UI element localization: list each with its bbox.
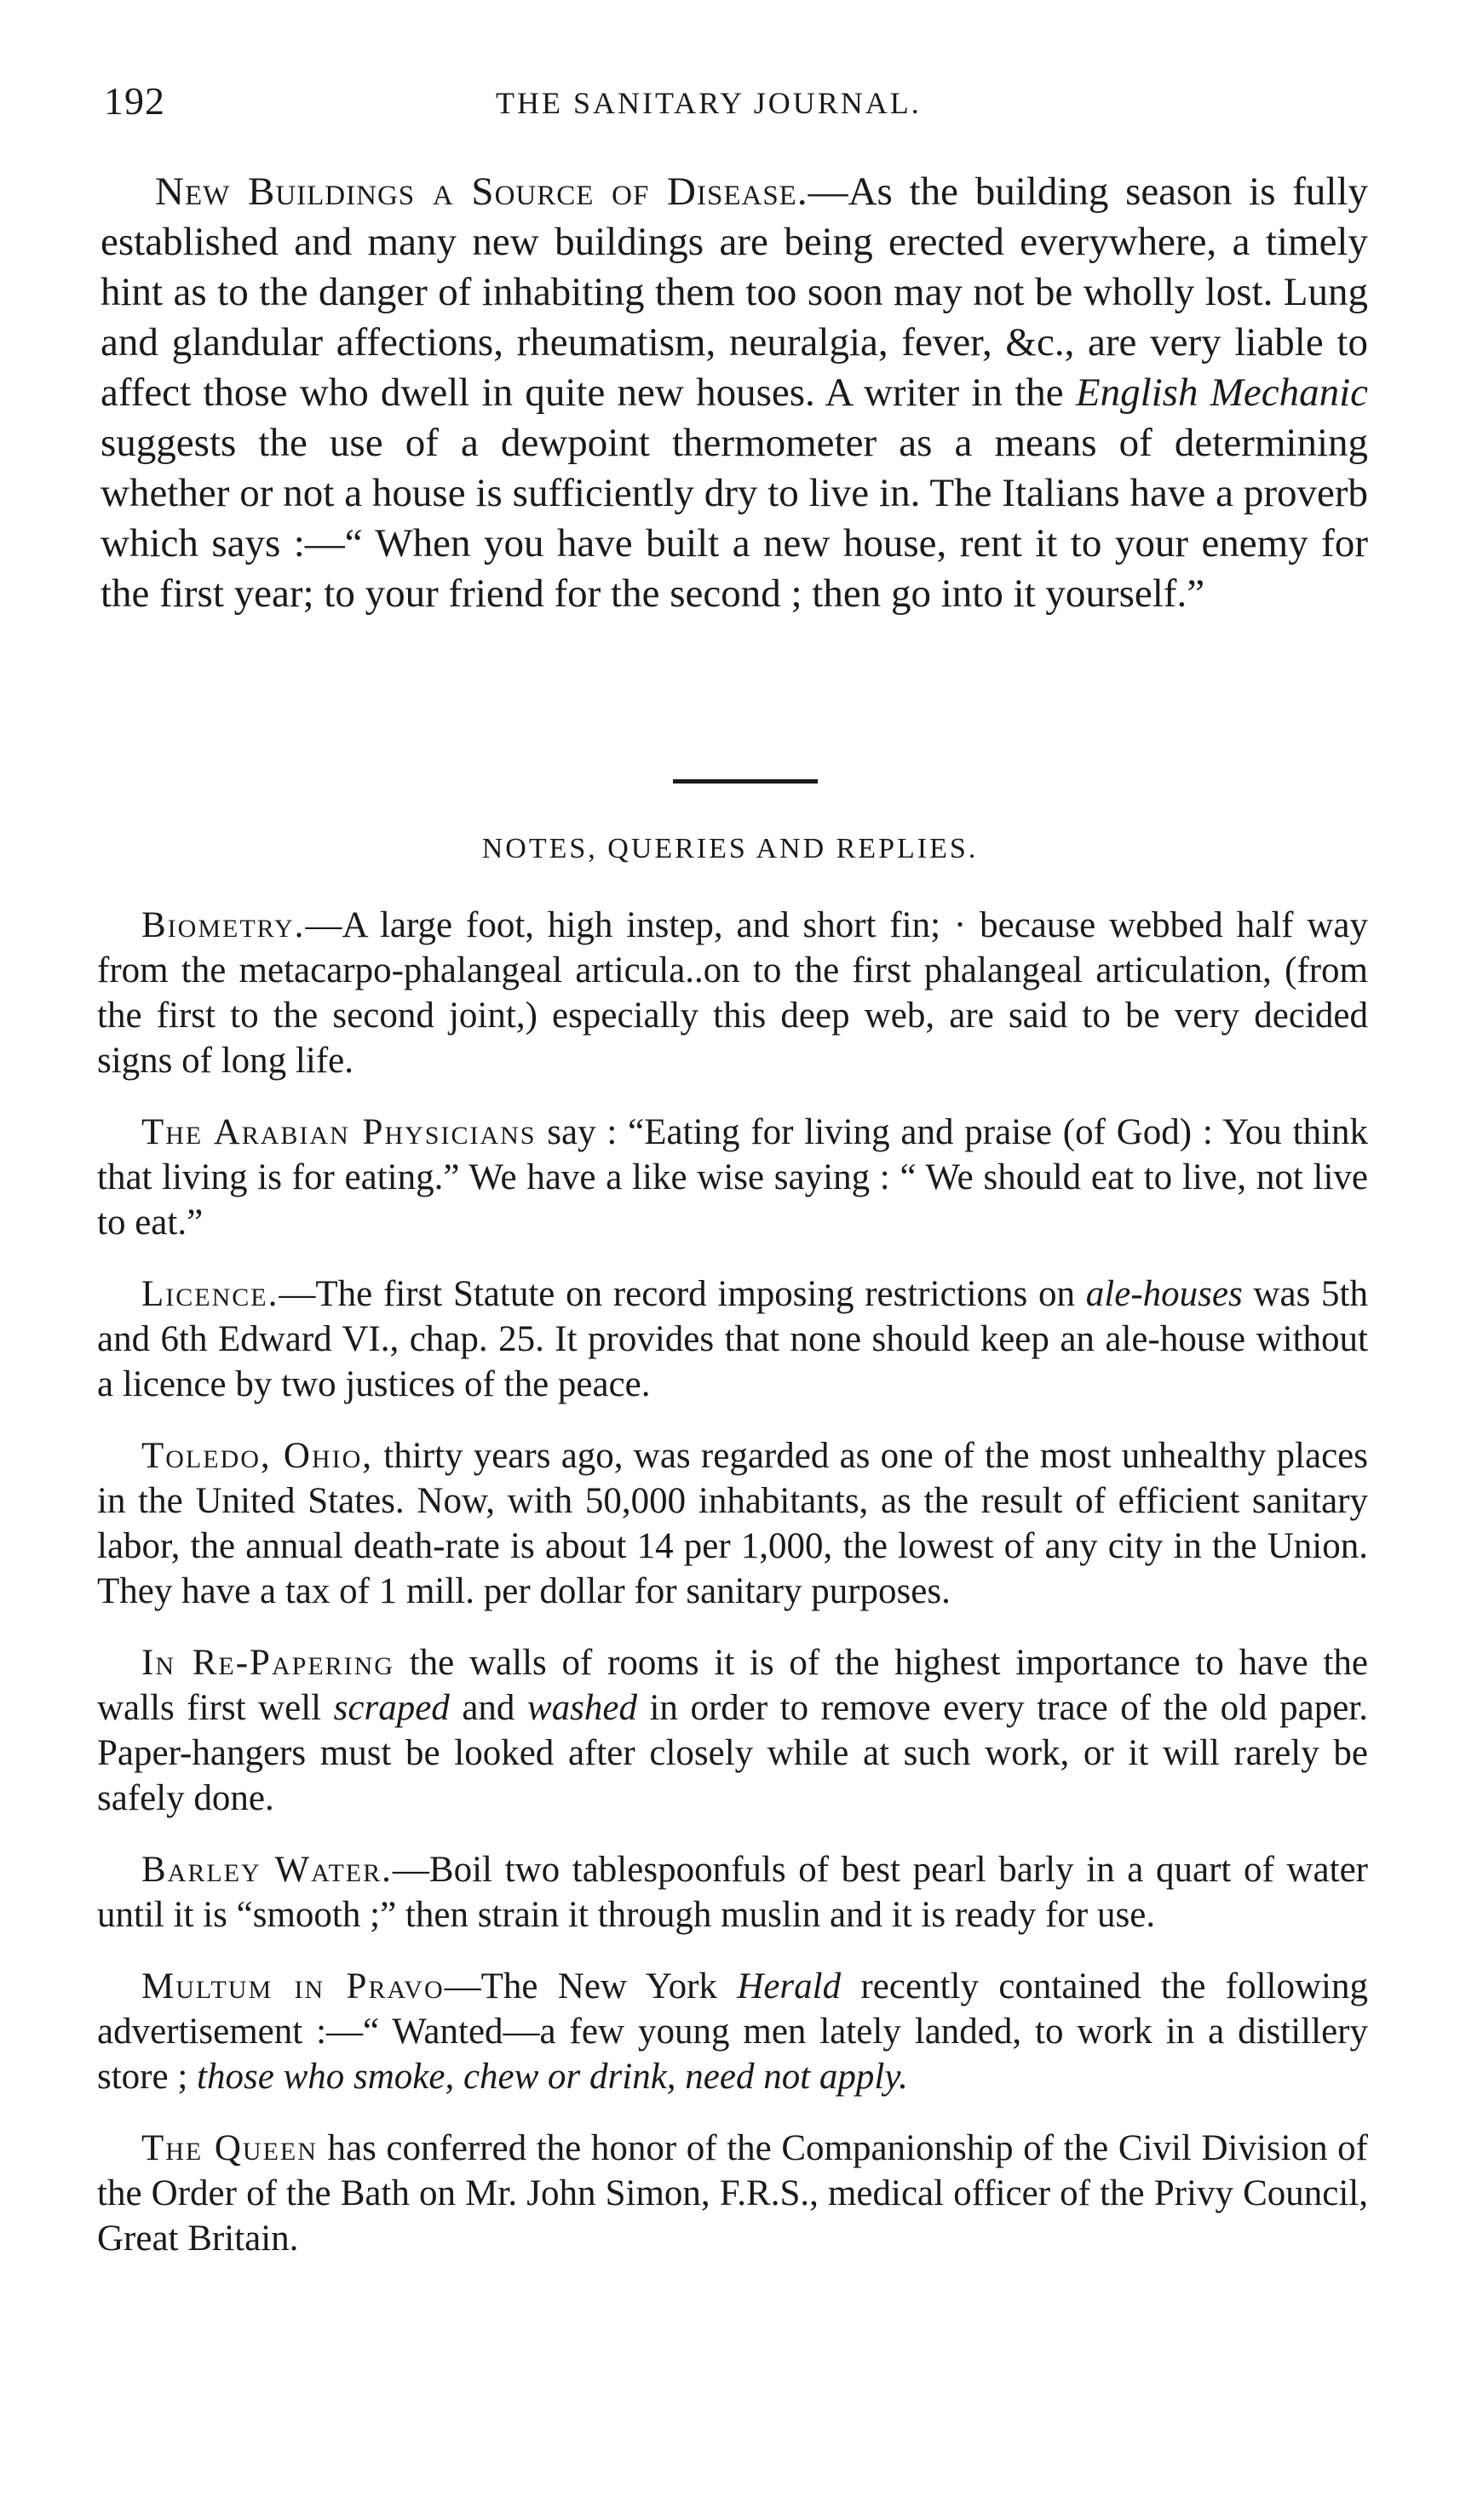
- section-heading: NOTES, QUERIES AND REPLIES.: [481, 833, 979, 864]
- note-text: was 5th and 6th Edward VI., chap. 25. It provides that none should keep an ale-house without a licence by two justices of the peace.: [97, 1274, 1368, 1404]
- note-text: —The New York: [444, 1966, 738, 2006]
- note-text: the walls of rooms it is of the highest importance to have the walls first well: [97, 1643, 1368, 1728]
- note-paragraph: [97, 1847, 1368, 1937]
- section-divider: [673, 779, 818, 784]
- note-lead-in: Multum in Pravo: [141, 1966, 445, 2006]
- note-lead-in: Licence.: [141, 1274, 279, 1314]
- note-lead-in: Biometry.: [141, 905, 306, 945]
- running-title: THE SANITARY JOURNAL.: [496, 86, 922, 120]
- note-text: has conferred the honor of the Companionship of the Civil Division of the Order of the Bath on Mr. John Simon, F.R.S., medical officer of the Privy Council, Great Britain.: [97, 2128, 1368, 2259]
- page-number: 192: [104, 79, 165, 123]
- note-text: thirty years ago, was regarded as one of the most unhealthy places in the United States. Now, with 50,000 inhabitants, as the result of efficient sanitary labor, the annual death-rate is about 14 per 1,000, the lowest of any city in the Union. They have a tax of 1 mill. per dollar for sanitary purposes.: [97, 1436, 1368, 1611]
- note-italic: Herald: [737, 1966, 842, 2006]
- note-text: in order to remove every trace of the old paper. Paper-hangers must be looked after closely while at such work, or it will rarely be safely done.: [97, 1688, 1368, 1818]
- note-text: say : “Eating for living and praise (of God) : You think that living is for eating.” We have a like wise saying : “ We should eat to live, not live to eat.”: [97, 1112, 1368, 1243]
- note-paragraph: [97, 1271, 1368, 1407]
- article-title: New Buildings a Source of Disease.: [155, 169, 808, 214]
- note-lead-in: Toledo, Ohio,: [141, 1436, 374, 1476]
- note-text: —The first Statute on record imposing restrictions on: [279, 1274, 1086, 1314]
- note-italic: washed: [526, 1688, 637, 1728]
- note-paragraph: [97, 1110, 1368, 1245]
- note-paragraph: [97, 1640, 1368, 1821]
- page-header: [104, 78, 1365, 129]
- article-text: —As the building season is fully established and many new buildings are being erected everywhere, a timely hint as to the danger of inhabiting them too soon may not be wholly lost. Lung and glandular affections, rheumatism, neuralgia, fever, &c., are very liable to affect those who dwell in quite new houses. A writer in the: [101, 169, 1368, 415]
- note-italic: ale-houses: [1085, 1274, 1243, 1314]
- note-text: recently contained the following advertisement :—“ Wanted—a few young men lately landed, to work in a distillery store ;: [97, 1966, 1368, 2097]
- note-lead-in: In Re-Papering: [141, 1643, 394, 1683]
- notes-section: [97, 903, 1368, 2288]
- note-italic: those who smoke, chew or drink, need not apply.: [197, 2057, 908, 2097]
- note-text: —A large foot, high instep, and short fin; · because webbed half way from the metacarpo-phalangeal articula..on to the first phalangeal articulation, (from the first to the second joint,) especially this deep web, are said to be very decided signs of long life.: [97, 905, 1368, 1081]
- note-lead-in: The Arabian Physicians: [141, 1112, 537, 1152]
- article-text: suggests the use of a dewpoint thermometer as a means of determining whether or not a house is sufficiently dry to live in. The Italians have a proverb which says :—“ When you have built a new house, rent it to your enemy for the first year; to your friend for the second ; then go into it yourself.”: [101, 421, 1368, 616]
- lead-article: [101, 167, 1368, 619]
- note-italic: scraped: [333, 1688, 450, 1728]
- note-paragraph: [97, 903, 1368, 1083]
- note-text: —Boil two tablespoonfuls of best pearl barly in a quart of water until it is “smooth ;” then strain it through muslin and it is ready for use.: [97, 1850, 1368, 1935]
- note-paragraph: [97, 2126, 1368, 2261]
- note-lead-in: The Queen: [141, 2128, 318, 2168]
- publication-name: English Mechanic: [1075, 370, 1368, 415]
- note-lead-in: Barley Water.: [141, 1850, 393, 1890]
- note-paragraph: [97, 1433, 1368, 1614]
- note-paragraph: [97, 1964, 1368, 2099]
- note-text: and: [449, 1688, 527, 1728]
- lead-article-paragraph: [101, 167, 1368, 619]
